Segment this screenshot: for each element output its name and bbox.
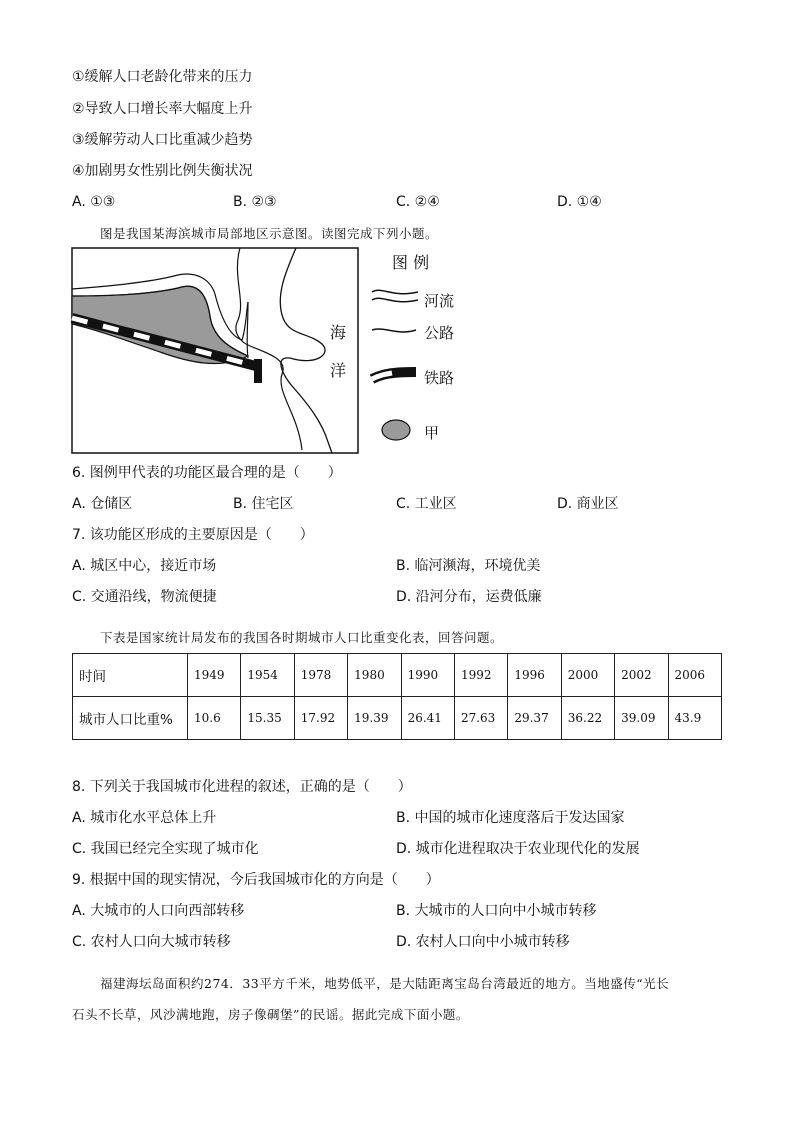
table-year: 1949 xyxy=(188,654,241,697)
q8-option-b[interactable]: B. 中国的城市化速度落后于发达国家 xyxy=(396,810,625,826)
railway-terminal xyxy=(254,359,262,383)
map-intro: 图是我国某海滨城市局部地区示意图。读图完成下列小题。 xyxy=(100,226,439,241)
table-year: 2002 xyxy=(615,654,668,697)
q6-option-d[interactable]: D. 商业区 xyxy=(557,496,619,512)
table-value: 43.9 xyxy=(668,697,721,740)
legend-jia-label: 甲 xyxy=(424,424,440,442)
legend-title: 图 例 xyxy=(392,253,430,272)
legend-river-icon xyxy=(372,290,418,301)
table-value: 27.63 xyxy=(454,697,507,740)
road xyxy=(236,248,302,450)
q9-option-d[interactable]: D. 农村人口向中小城市转移 xyxy=(396,934,570,950)
q6-option-b[interactable]: B. 住宅区 xyxy=(233,496,294,512)
legend-railway-label: 铁路 xyxy=(424,369,455,387)
q5-option-c[interactable]: C. ②④ xyxy=(396,194,440,210)
coastline xyxy=(280,248,332,453)
q5-option-d[interactable]: D. ①④ xyxy=(557,194,602,210)
table-row-years xyxy=(73,654,722,697)
q5-statement-4: ④加剧男女性别比例失衡状况 xyxy=(72,163,253,179)
q5-option-b[interactable]: B. ②③ xyxy=(233,194,277,210)
table-label-time: 时间 xyxy=(73,654,188,697)
urban-population-table xyxy=(72,653,722,740)
q6-option-a[interactable]: A. 仓储区 xyxy=(72,496,133,512)
table-year: 1992 xyxy=(454,654,507,697)
q5-statement-2: ②导致人口增长率大幅度上升 xyxy=(72,101,253,117)
q9-option-c[interactable]: C. 农村人口向大城市转移 xyxy=(72,934,231,950)
table-value: 26.41 xyxy=(401,697,454,740)
q5-statement-1: ①缓解人口老龄化带来的压力 xyxy=(72,69,253,85)
table-year: 2000 xyxy=(561,654,614,697)
table-year: 1980 xyxy=(348,654,401,697)
q8-option-d[interactable]: D. 城市化进程取决于农业现代化的发展 xyxy=(396,841,640,857)
city-map-figure xyxy=(70,246,470,458)
q7-option-c[interactable]: C. 交通沿线，物流便捷 xyxy=(72,589,217,605)
legend-jia-icon xyxy=(382,420,410,440)
q9-option-a[interactable]: A. 大城市的人口向西部转移 xyxy=(72,903,245,919)
q7-option-a[interactable]: A. 城区中心，接近市场 xyxy=(72,558,217,574)
q8-option-c[interactable]: C. 我国已经完全实现了城市化 xyxy=(72,841,259,857)
table-year: 1996 xyxy=(508,654,561,697)
table-value: 39.09 xyxy=(615,697,668,740)
q6-stem: 6. 图例甲代表的功能区最合理的是（ ） xyxy=(72,465,342,481)
table-value: 36.22 xyxy=(561,697,614,740)
q6-option-c[interactable]: C. 工业区 xyxy=(396,496,457,512)
q7-stem: 7. 该功能区形成的主要原因是（ ） xyxy=(72,527,314,543)
table-label-urban-share: 城市人口比重% xyxy=(73,697,188,740)
q8-option-a[interactable]: A. 城市化水平总体上升 xyxy=(72,810,217,826)
table-year: 1990 xyxy=(401,654,454,697)
q9-option-b[interactable]: B. 大城市的人口向中小城市转移 xyxy=(396,903,597,919)
table-year: 1954 xyxy=(241,654,294,697)
passage-line-1: 福建海坛岛面积约274．33平方千米，地势低平，是大陆距离宝岛台湾最近的地方。当地盛传“光长 xyxy=(100,976,670,991)
q5-option-a[interactable]: A. ①③ xyxy=(72,194,116,210)
table-year: 2006 xyxy=(668,654,721,697)
table-value: 29.37 xyxy=(508,697,561,740)
table-value: 10.6 xyxy=(188,697,241,740)
sea-label-1: 海 xyxy=(330,323,347,342)
q7-option-d[interactable]: D. 沿河分布，运费低廉 xyxy=(396,589,542,605)
table-intro: 下表是国家统计局发布的我国各时期城市人口比重变化表，回答问题。 xyxy=(100,630,504,645)
table-year: 1978 xyxy=(294,654,347,697)
table-value: 15.35 xyxy=(241,697,294,740)
legend-river-label: 河流 xyxy=(424,292,455,310)
table-value: 19.39 xyxy=(348,697,401,740)
sea-label-2: 洋 xyxy=(330,361,347,380)
q9-stem: 9. 根据中国的现实情况，今后我国城市化的方向是（ ） xyxy=(72,872,440,888)
legend-road-label: 公路 xyxy=(424,324,455,342)
passage-line-2: 石头不长草，风沙满地跑，房子像碉堡”的民谣。据此完成下面小题。 xyxy=(72,1007,469,1022)
q8-stem: 8. 下列关于我国城市化进程的叙述，正确的是（ ） xyxy=(72,779,412,795)
table-row-values xyxy=(73,697,722,740)
q5-statement-3: ③缓解劳动人口比重减少趋势 xyxy=(72,132,253,148)
legend-road-icon xyxy=(372,329,416,332)
q7-option-b[interactable]: B. 临河濒海，环境优美 xyxy=(396,558,541,574)
table-value: 17.92 xyxy=(294,697,347,740)
